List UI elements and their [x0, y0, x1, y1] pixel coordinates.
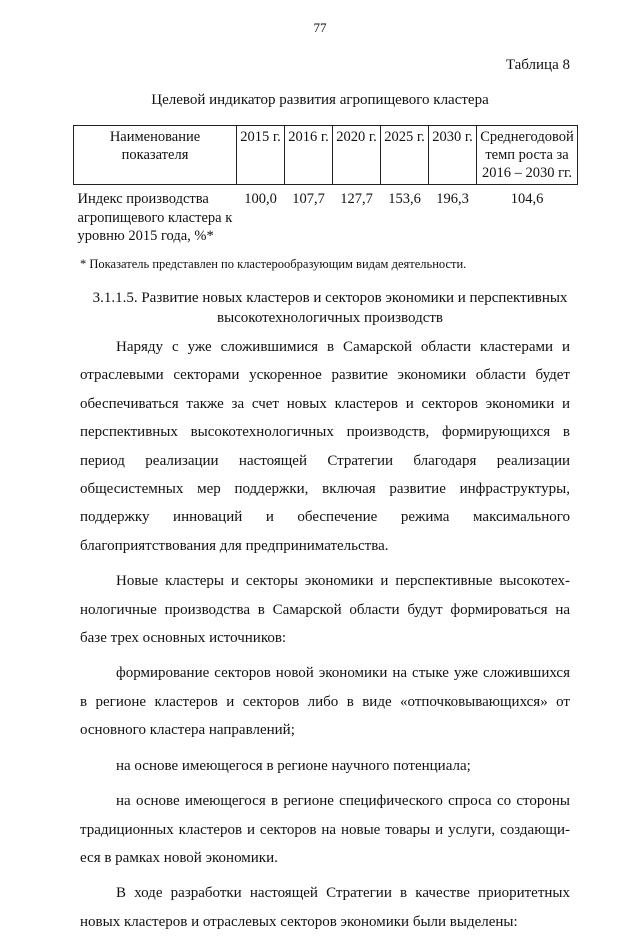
- body-text: [80, 333, 570, 943]
- header-year-2015: 2015 г.: [237, 126, 285, 185]
- cell-growth-rate: 104,6: [510, 191, 544, 208]
- cell-2020: 127,7: [340, 191, 373, 208]
- header-year-2025: 2025 г.: [381, 126, 429, 185]
- cell-indicator-name: Индекс производства агропищевого кластера к уровню 2015 года, %*: [77, 191, 233, 244]
- paragraph: Новые кластеры и секторы экономики и перспективные высокотехнологичные производства в Самарской области будут формироваться на базе трех основных источников:: [80, 573, 570, 647]
- section-heading: 3.1.1.5. Развитие новых кластеров и секторов экономики и перспективных высокотехнологичных производств: [92, 290, 568, 326]
- paragraph: на основе имеющегося в регионе специфического спроса со стороны традиционных кластеров и секторов на новые товары и услуги, создающиеся в рамках новой экономики.: [80, 793, 570, 866]
- header-year-2020: 2020 г.: [333, 126, 381, 185]
- page-number: 77: [313, 20, 327, 35]
- cell-2025: 153,6: [388, 191, 421, 208]
- table-title: Целевой индикатор развития агропищевого кластера: [151, 92, 489, 108]
- indicator-table: [73, 125, 578, 245]
- table-footnote: * Показатель представлен по кластерообразующим видам деятельности.: [80, 257, 467, 271]
- paragraph: Наряду с уже сложившимися в Самарской области кластерами и отраслевыми секторами ускоренное развитие экономики области будет обеспечиваться также за счет новых кластеров и секторов экономики и перспективных высокотехнологичных производств, формирующихся в период реализации настоящей Стратегии благодаря реализации общесистемных мер поддержки, включая развитие инфраструктуры, поддержку инноваций и обеспечение режима максимального благоприятствования для предпринимательства.: [80, 339, 570, 554]
- cell-2030: 196,3: [436, 191, 469, 208]
- table-label: Таблица 8: [505, 57, 570, 73]
- paragraph: В ходе разработки настоящей Стратегии в качестве приоритетных новых кластеров и отраслевых секторов экономики были выделены:: [80, 885, 570, 930]
- paragraph: формирование секторов новой экономики на стыке уже сложившихся в регионе кластеров и секторов либо в виде «отпочковывающихся» от основного кластера направлений;: [80, 665, 570, 739]
- header-growth-rate: Среднегодовой темп роста за 2016 – 2030 гг.: [477, 126, 578, 185]
- paragraph: на основе имеющегося в регионе научного потенциала;: [116, 757, 471, 774]
- table-row: [74, 185, 578, 245]
- cell-2015: 100,0: [244, 191, 277, 208]
- header-indicator-name: Наименование показателя: [74, 126, 237, 185]
- header-year-2016: 2016 г.: [285, 126, 333, 185]
- table-header-row: [74, 126, 578, 185]
- header-year-2030: 2030 г.: [429, 126, 477, 185]
- cell-2016: 107,7: [292, 191, 325, 208]
